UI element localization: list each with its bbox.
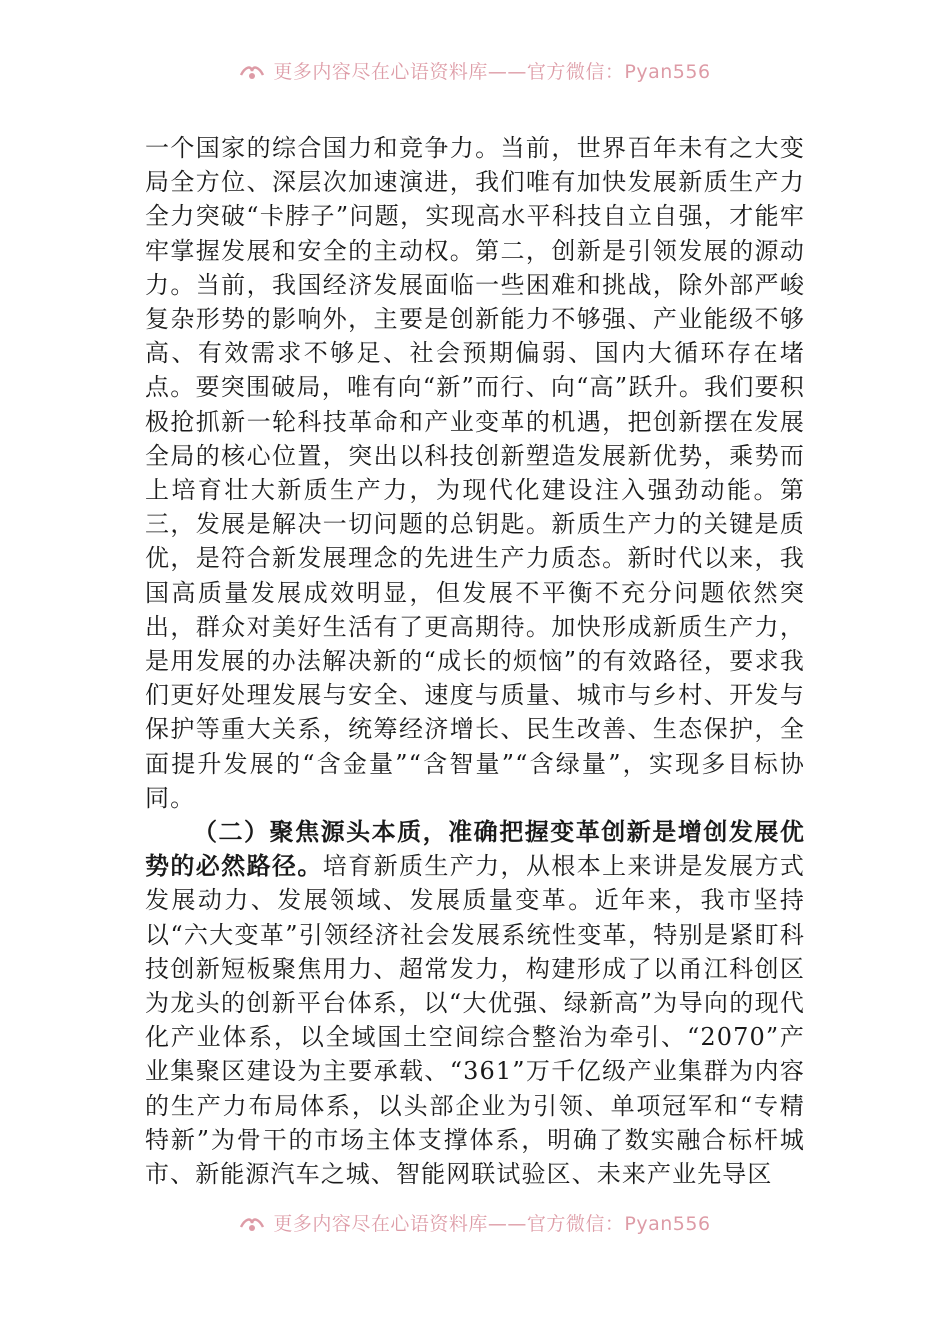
- watermark-footer: [0, 1202, 950, 1242]
- watermark-text: 更多内容尽在心语资料库——官方微信：Pyan556: [273, 60, 711, 83]
- watermark-text: 更多内容尽在心语资料库——官方微信：Pyan556: [273, 1212, 711, 1235]
- document-body: [145, 131, 805, 1206]
- paragraph-continuation: 一个国家的综合国力和竞争力。当前，世界百年未有之大变局全方位、深层次加速演进，我们唯有加快发展新质生产力全力突破“卡脖子”问题，实现高水平科技自立自强，才能牢牢掌握发展和安全的主动权。第二，创新是引领发展的源动力。当前，我国经济发展面临一些困难和挑战，除外部严峻复杂形势的影响外，主要是创新能力不够强、产业能级不够高、有效需求不够足、社会预期偏弱、国内大循环存在堵点。要突围破局，唯有向“新”而行、向“高”跃升。我们要积极抢抓新一轮科技革命和产业变革的机遇，把创新摆在发展全局的核心位置，突出以科技创新塑造发展新优势，乘势而上培育壮大新质生产力，为现代化建设注入强劲动能。第三，发展是解决一切问题的总钥匙。新质生产力的关键是质优，是符合新发展理念的先进生产力质态。新时代以来，我国高质量发展成效明显，但发展不平衡不充分问题依然突出，群众对美好生活有了更高期待。加快形成新质生产力，是用发展的办法解决新的“成长的烦恼”的有效路径，要求我们更好处理发展与安全、速度与质量、城市与乡村、开发与保护等重大关系，统筹经济增长、民生改善、生态保护，全面提升发展的“含金量”“含智量”“含绿量”，实现多目标协同。: [145, 134, 805, 812]
- section-two-heading: （二）聚焦源头本质，准确把握变革创新是增创发展优势的必然路径。: [145, 817, 805, 881]
- paragraph-section-two: [145, 815, 805, 1191]
- watermark-header: [0, 50, 950, 90]
- book-logo-icon: [239, 59, 265, 81]
- book-logo-icon: [239, 1211, 265, 1233]
- section-two-body: 培育新质生产力，从根本上来讲是发展方式发展动力、发展领域、发展质量变革。近年来，我市坚持以“六大变革”引领经济社会发展系统性变革，特别是紧盯科技创新短板聚焦用力、超常发力，构建形成了以甬江科创区为龙头的创新平台体系，以“大优强、绿新高”为导向的现代化产业体系，以全域国土空间综合整治为牵引、“2070”产业集聚区建设为主要承载、“361”万千亿级产业集群为内容的生产力布局体系，以头部企业为引领、单项冠军和“专精特新”为骨干的市场主体支撑体系，明确了数实融合标杆城市、新能源汽车之城、智能网联试验区、未来产业先导区: [145, 852, 805, 1189]
